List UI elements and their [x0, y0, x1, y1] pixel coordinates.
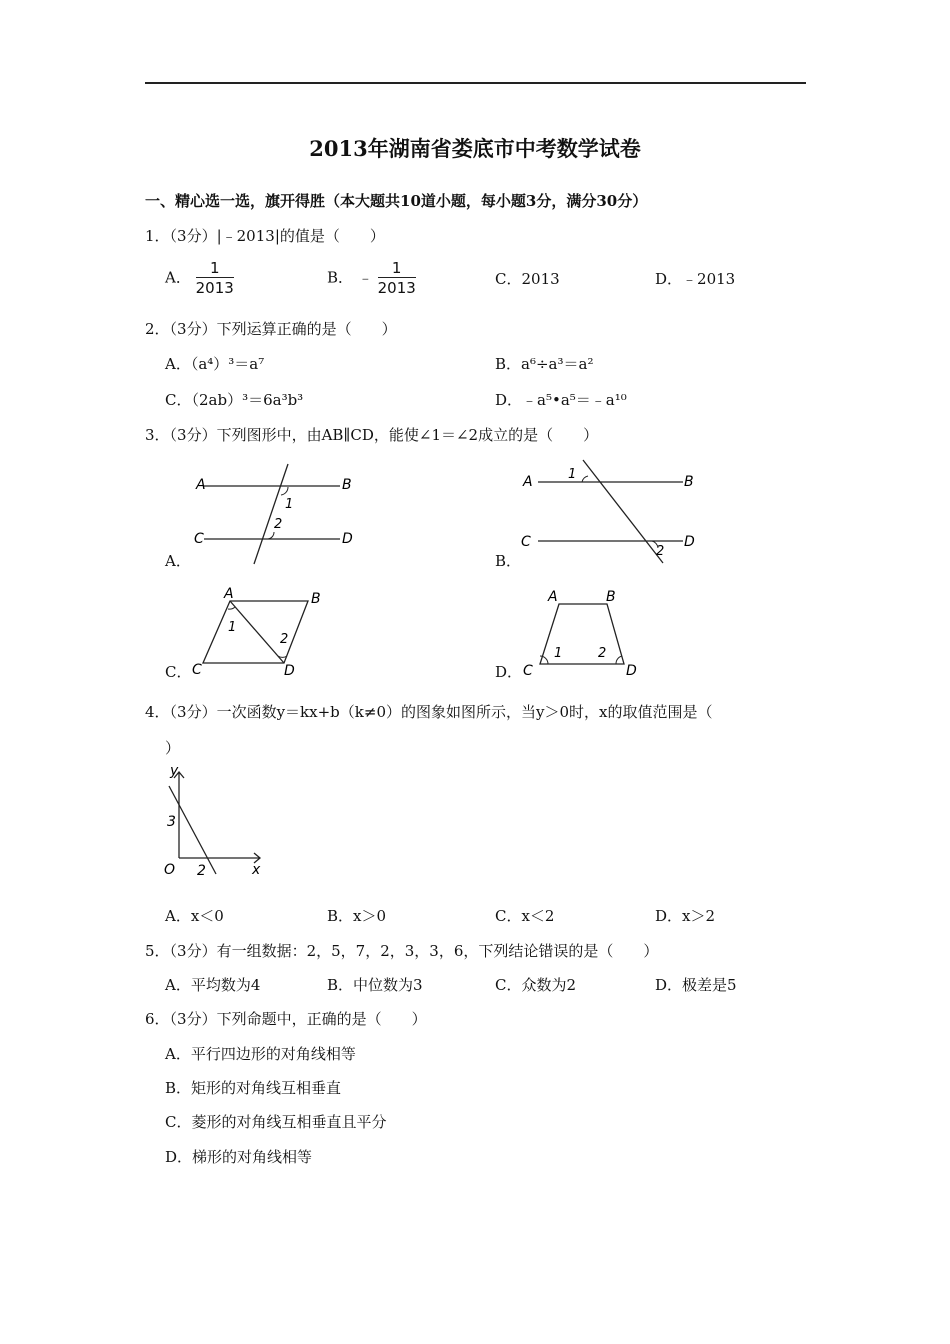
q5-option-b[interactable]: B．中位数为3	[327, 976, 423, 994]
question-6-stem: 6．（3分）下列命题中，正确的是（ ）	[145, 1010, 427, 1028]
q1-option-b-label: B．	[327, 268, 354, 287]
fig-c-label-a: A	[224, 586, 234, 602]
q3-option-d[interactable]: D．	[495, 663, 523, 681]
fig-b-label-a: A	[523, 474, 533, 490]
q1-option-a-label: A．	[165, 268, 191, 287]
fig-b-label-d: D	[684, 534, 695, 550]
q4-option-a[interactable]: A．x＜0	[165, 907, 224, 925]
q1-b-numerator: 1	[378, 259, 416, 278]
q3-figure-c	[188, 585, 338, 680]
q2-option-b[interactable]: B．a⁶÷a³＝a²	[495, 355, 594, 373]
q1-b-denominator: 2013	[377, 279, 416, 297]
fig-a-transversal	[254, 464, 288, 564]
q1-option-c[interactable]: C．2013	[495, 270, 560, 288]
question-4-stem: 4．（3分）一次函数y＝kx+b（k≠0）的图象如图所示，当y＞0时，x的取值范围是（	[145, 703, 713, 721]
q4-function-line	[169, 786, 216, 874]
q3-option-b[interactable]: B．	[495, 552, 522, 570]
q6-option-d[interactable]: D．梯形的对角线相等	[165, 1148, 313, 1166]
fig-d-label-d: D	[626, 663, 637, 679]
fig-b-label-1: 1	[568, 467, 577, 482]
q1-option-b-fraction	[378, 259, 416, 298]
fig-a-angle-1-arc	[281, 487, 288, 495]
q4-option-d[interactable]: D．x＞2	[655, 907, 716, 925]
q2-option-c[interactable]: C．（2ab）³＝6a³b³	[165, 391, 304, 409]
q5-option-d[interactable]: D．极差是5	[655, 976, 737, 994]
q1-a-denominator: 2013	[195, 279, 234, 297]
fig-b-transversal	[583, 460, 663, 563]
question-4-stem-close: ）	[165, 739, 181, 757]
question-3-stem: 3．（3分）下列图形中，由AB∥CD，能使∠1＝∠2成立的是（ ）	[145, 426, 599, 444]
fig-c-label-2: 2	[280, 632, 289, 647]
fig-d-trapezoid	[540, 604, 624, 664]
q4-option-c[interactable]: C．x＜2	[495, 907, 555, 925]
q3-figure-d	[518, 585, 643, 680]
fig-c-label-c: C	[192, 662, 202, 678]
q2-option-d[interactable]: D．﹣a⁵•a⁵＝﹣a¹⁰	[495, 391, 627, 409]
q1-option-b-sign: ﹣	[357, 268, 373, 287]
q4-label-x: x	[252, 862, 261, 878]
question-1-stem: 1．（3分）|﹣2013|的值是（ ）	[145, 227, 385, 245]
section-heading: 一、精心选一选，旗开得胜（本大题共10道小题，每小题3分，满分30分）	[145, 192, 648, 210]
fig-a-label-b: B	[342, 477, 352, 493]
fig-d-label-b: B	[606, 589, 616, 605]
q1-a-numerator: 1	[196, 259, 234, 278]
header-rule	[145, 82, 806, 84]
fig-a-label-1: 1	[285, 497, 294, 512]
q1-option-a[interactable]	[165, 259, 234, 298]
q3-option-a[interactable]: A．	[165, 552, 191, 570]
q3-figure-a	[190, 462, 370, 566]
q3-option-c[interactable]: C．	[165, 663, 192, 681]
q1-option-b[interactable]	[327, 259, 416, 298]
q6-option-a[interactable]: A．平行四边形的对角线相等	[165, 1045, 356, 1063]
fig-b-label-c: C	[521, 534, 531, 550]
fig-b-label-2: 2	[656, 544, 665, 559]
q2-option-a[interactable]: A．（a⁴）³＝a⁷	[165, 355, 265, 373]
q4-graph	[160, 762, 270, 880]
q4-label-2: 2	[197, 863, 206, 879]
fig-b-label-b: B	[684, 474, 694, 490]
fig-c-label-1: 1	[228, 620, 237, 635]
fig-d-label-c: C	[523, 663, 533, 679]
q5-option-a[interactable]: A．平均数为4	[165, 976, 261, 994]
fig-c-label-b: B	[311, 591, 321, 607]
fig-c-diagonal	[230, 601, 284, 663]
question-2-stem: 2．（3分）下列运算正确的是（ ）	[145, 320, 397, 338]
fig-d-label-a: A	[548, 589, 558, 605]
q5-option-c[interactable]: C．众数为2	[495, 976, 577, 994]
fig-a-label-c: C	[194, 531, 204, 547]
q4-label-y: y	[170, 763, 179, 779]
fig-b-angle-1-arc	[582, 476, 588, 482]
fig-a-label-a: A	[196, 477, 206, 493]
fig-d-label-1: 1	[554, 646, 563, 661]
fig-c-angle-1-arc	[228, 607, 235, 609]
fig-d-label-2: 2	[598, 646, 607, 661]
fig-c-angle-2-arc	[278, 656, 287, 657]
fig-a-label-d: D	[342, 531, 353, 547]
page-title: 2013年湖南省娄底市中考数学试卷	[309, 136, 641, 161]
q4-option-b[interactable]: B．x＞0	[327, 907, 387, 925]
q6-option-b[interactable]: B．矩形的对角线互相垂直	[165, 1079, 342, 1097]
fig-a-label-2: 2	[274, 517, 283, 532]
q1-option-d[interactable]: D．﹣2013	[655, 270, 736, 288]
fig-c-parallelogram	[203, 601, 308, 663]
q4-label-o: O	[164, 862, 176, 878]
question-5-stem: 5．（3分）有一组数据：2，5，7，2，3，3，6，下列结论错误的是（ ）	[145, 942, 659, 960]
q1-option-a-fraction	[196, 259, 234, 298]
fig-c-label-d: D	[284, 663, 295, 679]
fig-d-angle-2-arc	[616, 656, 622, 664]
fig-a-angle-2-arc	[268, 532, 274, 539]
q4-label-3: 3	[167, 814, 176, 830]
q6-option-c[interactable]: C．菱形的对角线互相垂直且平分	[165, 1113, 387, 1131]
q3-figure-b	[518, 455, 703, 567]
